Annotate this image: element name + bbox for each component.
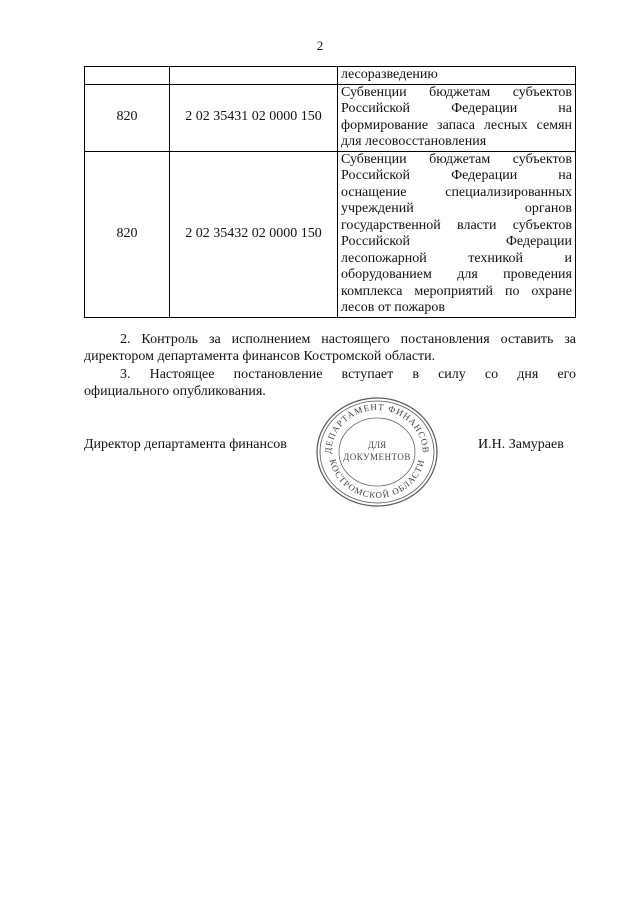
kbk-code-cell: 2 02 35431 02 0000 150 — [170, 84, 338, 151]
stamp-center-line1: ДЛЯ — [367, 440, 387, 450]
paragraph-control — [84, 331, 576, 365]
table-row — [85, 151, 576, 317]
signer-title: Директор департамента финансов — [84, 437, 287, 452]
description-cell — [338, 67, 576, 85]
description-line: лесопожарной техникой и — [341, 250, 572, 266]
description-line: Субвенции бюджетам субъектов — [341, 151, 572, 167]
description-line: формирование запаса лесных семян — [341, 117, 572, 133]
description-line: лесоразведению — [341, 67, 438, 82]
description-line: для лесовосстановления — [341, 134, 487, 149]
page-number: 2 — [316, 38, 324, 53]
signer-name: И.Н. Замураев — [478, 437, 564, 452]
admin-code-cell: 820 — [85, 151, 170, 317]
official-stamp — [313, 394, 441, 510]
description-line: комплекса мероприятий по охране — [341, 283, 572, 299]
admin-code-cell — [85, 67, 170, 85]
table-row — [85, 67, 576, 85]
stamp-ring-bottom-text: КОСТРОМСКОЙ ОБЛАСТИ — [327, 457, 427, 501]
description-line: лесов от пожаров — [341, 300, 445, 315]
admin-code-cell: 820 — [85, 84, 170, 151]
kbk-code-cell: 2 02 35432 02 0000 150 — [170, 151, 338, 317]
paragraph-line: официального опубликования. — [84, 384, 266, 399]
stamp-center-line2: ДОКУМЕНТОВ — [343, 452, 411, 462]
budget-codes-table — [84, 66, 576, 318]
description-line: оборудованием для проведения — [341, 267, 572, 282]
stamp-ring-top-text: ДЕПАРТАМЕНТ ФИНАНСОВ — [322, 401, 432, 455]
svg-text:КОСТРОМСКОЙ ОБЛАСТИ — [328, 458, 427, 500]
description-line: государственной власти субъектов — [341, 217, 572, 233]
paragraph-line: 3. Настоящее постановление вступает в силу со дня его — [120, 367, 576, 382]
description-line: Российской Федерации — [341, 234, 572, 249]
kbk-code-cell — [170, 67, 338, 85]
description-line: оснащение специализированных — [341, 184, 572, 200]
description-cell — [338, 84, 576, 151]
description-line: Российской Федерации на — [341, 101, 572, 116]
description-line: Российской Федерации на — [341, 168, 572, 183]
table-row — [85, 84, 576, 151]
paragraph-line: 2. Контроль за исполнением настоящего постановления оставить за — [120, 332, 576, 347]
description-line: Субвенции бюджетам субъектов — [341, 84, 572, 100]
description-line: учреждений органов — [341, 201, 572, 216]
description-cell — [338, 151, 576, 317]
paragraph-line: директором департамента финансов Костромской области. — [84, 349, 436, 364]
